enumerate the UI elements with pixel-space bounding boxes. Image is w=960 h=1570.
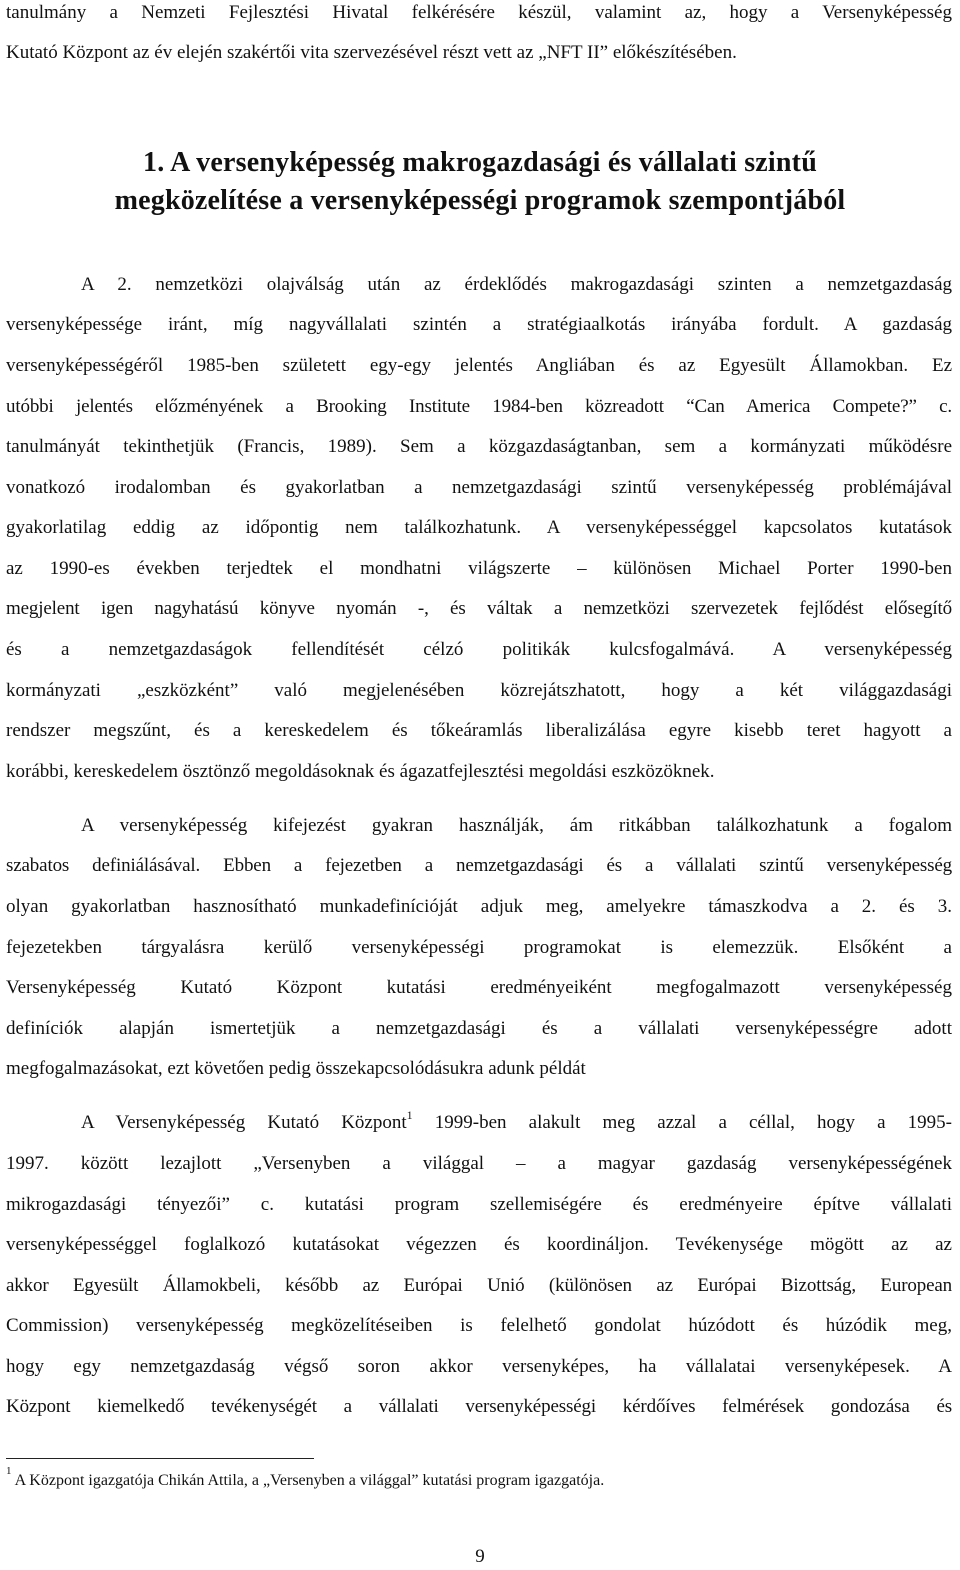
body-text-line: korábbi, kereskedelem ösztönző megoldásoknak és ágazatfejlesztési megoldási eszközöknek. — [6, 761, 715, 782]
body-text-line: Versenyképesség Kutató Központ kutatási eredményeiként megfogalmazott versenyképesség — [6, 977, 952, 998]
paragraph-text: A Versenyképesség Kutató Központ — [81, 1112, 407, 1133]
footnote-separator — [6, 1458, 314, 1459]
body-text-line: Kutató Központ az év elején szakértői vita szervezésével részt vett az „NFT II” előkészítésében. — [6, 42, 737, 63]
body-text-line: kormányzati „eszközként” való megjelenésében közrejátszhatott, hogy a két világgazdasági — [6, 680, 952, 701]
body-text-line: mikrogazdasági tényezői” c. kutatási program szellemiségére és eredményeire építve vállalati — [6, 1194, 952, 1215]
body-text-line: utóbbi jelentés előzményének a Brooking Institute 1984-ben közreadott “Can America Compete?” c. — [6, 396, 952, 417]
body-text-line: tanulmányát tekinthetjük (Francis, 1989). Sem a közgazdaságtanban, sem a kormányzati működésre — [6, 436, 952, 457]
body-text-line: megjelent igen nagyhatású könyve nyomán -, és váltak a nemzetközi szervezetek fejlődést elősegítő — [6, 598, 952, 619]
body-text-line: olyan gyakorlatban hasznosítható munkadefinícióját adjuk meg, amelyekre támaszkodva a 2. és 3. — [6, 896, 952, 917]
footnote-number: 1 — [6, 1464, 12, 1477]
body-text-line: hogy egy nemzetgazdaság végső soron akkor versenyképes, ha vállalatai versenyképesek. A — [6, 1356, 952, 1377]
body-text-line: gyakorlatilag eddig az időpontig nem találkozhatunk. A versenyképességgel kapcsolatos kutatások — [6, 517, 952, 538]
footnote-text: A Központ igazgatója Chikán Attila, a „Versenyben a világgal” kutatási program igazgatója. — [11, 1472, 605, 1489]
body-text-line: akkor Egyesült Államokbeli, később az Európai Unió (különösen az Európai Bizottság, European — [6, 1275, 952, 1296]
paragraph-first-line: A 2. nemzetközi olajválság után az érdeklődés makrogazdasági szinten a nemzetgazdaság — [81, 274, 952, 295]
body-text-line: szabatos definiálásával. Ebben a fejezetben a nemzetgazdasági és a vállalati szintű versenyképesség — [6, 855, 952, 876]
page-number: 9 — [475, 1546, 485, 1567]
body-text-line: rendszer megszűnt, és a kereskedelem és tőkeáramlás liberalizálása egyre kisebb teret hagyott a — [6, 720, 952, 741]
body-text-line: versenyképességgel foglalkozó kutatásokat végezzen és koordináljon. Tevékenysége mögött az az — [6, 1234, 952, 1255]
body-text-line: tanulmány a Nemzeti Fejlesztési Hivatal felkérésére készül, valamint az, hogy a Versenyképesség — [6, 2, 952, 23]
body-text-line: versenyképességéről 1985-ben született egy-egy jelentés Angliában és az Egyesült Államokban. Ez — [6, 355, 952, 376]
body-text-line: definíciók alapján ismertetjük a nemzetgazdasági és a vállalati versenyképességre adott — [6, 1018, 952, 1039]
section-heading: 1. A versenyképesség makrogazdasági és vállalati szintű — [143, 147, 817, 178]
body-text-line: versenyképessége iránt, míg nagyvállalati szintén a stratégiaalkotás irányába fordult. A gazdaság — [6, 314, 952, 335]
footnote — [6, 1464, 605, 1491]
body-text-line: és a nemzetgazdaságok fellendítését célzó politikák kulcsfogalmává. A versenyképesség — [6, 639, 952, 660]
body-text-line: vonatkozó irodalomban és gyakorlatban a nemzetgazdasági szintű versenyképesség problémájával — [6, 477, 952, 498]
paragraph-text: 1999-ben alakult meg azzal a céllal, hogy a 1995- — [412, 1112, 953, 1133]
paragraph-first-line — [81, 1107, 953, 1135]
body-text-line: Központ kiemelkedő tevékenységét a vállalati versenyképességi kérdőíves felmérések gondozása és — [6, 1396, 952, 1417]
paragraph-first-line: A versenyképesség kifejezést gyakran használják, ám ritkábban találkozhatunk a fogalom — [81, 815, 952, 836]
body-text-line: Commission) versenyképesség megközelítéseiben is felelhető gondolat húzódott és húzódik meg, — [6, 1315, 952, 1336]
footnote-reference[interactable]: 1 — [406, 1107, 413, 1122]
body-text-line: 1997. között lezajlott „Versenyben a világgal – a magyar gazdaság versenyképességének — [6, 1153, 952, 1174]
body-text-line: az 1990-es években terjedtek el mondhatni világszerte – különösen Michael Porter 1990-ben — [6, 558, 952, 579]
body-text-line: megfogalmazásokat, ezt követően pedig összekapcsolódásukra adunk példát — [6, 1058, 586, 1079]
section-heading: megközelítése a versenyképességi programok szempontjából — [114, 185, 846, 216]
body-text-line: fejezetekben tárgyalásra kerülő versenyképességi programokat is elemezzük. Elsőként a — [6, 937, 952, 958]
